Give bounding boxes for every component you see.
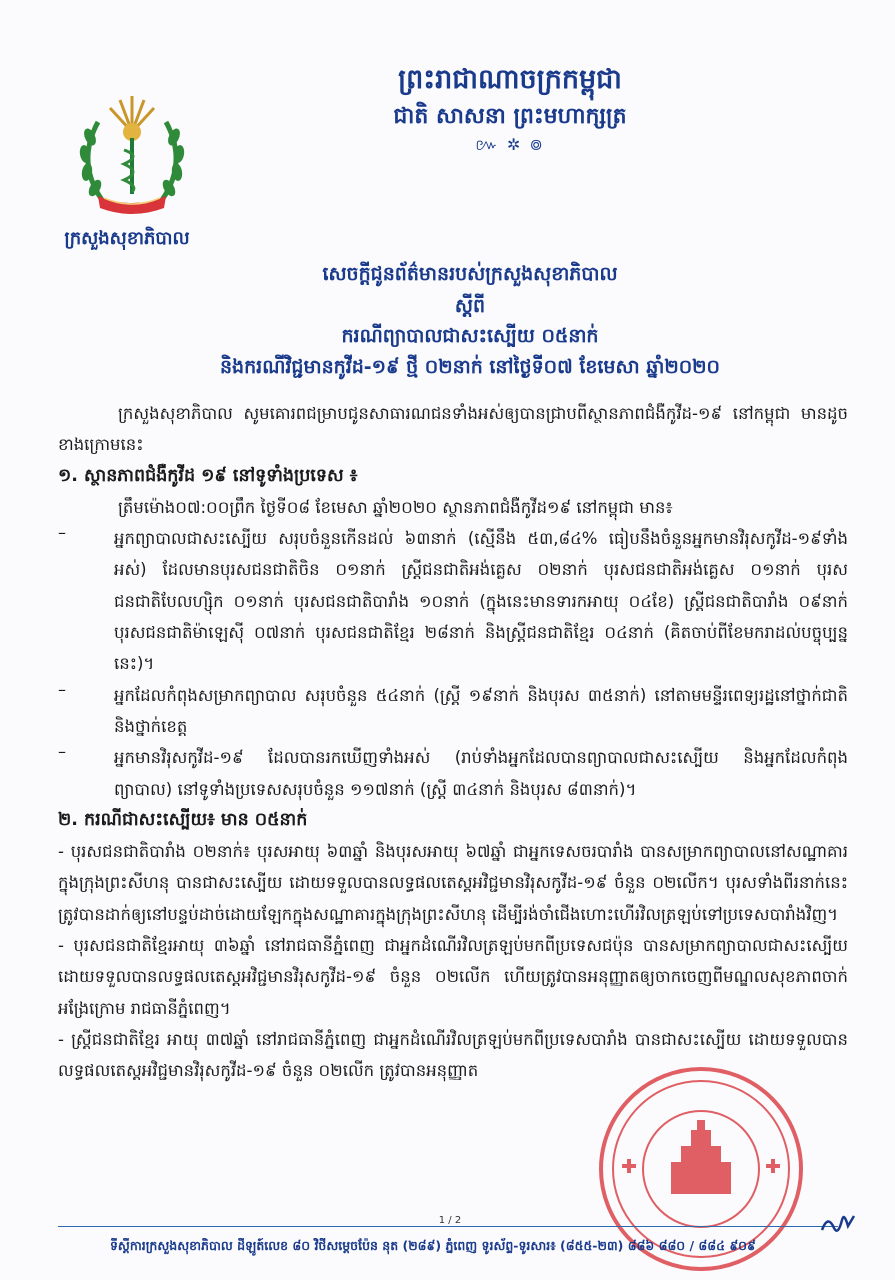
intro-paragraph: ក្រសួងសុខាភិបាល សូមគោរពជម្រាបជូនសាធារណជនទាំងអស់ឲ្យបានជ្រាបពីស្ថានភាពជំងឺកូវីដ-១៩ នៅកម្ពុជា មានដូចខាងក្រោមនេះ [58, 404, 848, 455]
footer-divider [58, 1226, 838, 1227]
title-line-3: ករណីព្យាបាលជាសះស្បើយ ០៥នាក់ [341, 325, 599, 347]
title-line-4: និងករណីវិជ្ជមានកូវីដ-១៩ ថ្មី ០២នាក់ នៅថ្ងៃទី០៧ ខែមេសា ឆ្នាំ២០២០ [219, 356, 720, 378]
section-2-heading: ២. ករណីជាសះស្បើយ៖ មាន ០៥នាក់ [58, 809, 308, 830]
section-1-lead: ត្រឹមម៉ោង០៧:០០ព្រឹក ថ្ងៃទី០៨ ខែមេសា ឆ្នាំ២០២០ ស្ថានភាពជំងឺកូវីដ១៩ នៅកម្ពុជា មាន៖ [118, 497, 673, 517]
signature-icon [818, 1208, 858, 1238]
body-text [58, 398, 848, 1087]
list-item [58, 742, 848, 805]
list-item: - ស្ត្រីជនជាតិខ្មែរ អាយុ ៣៧ឆ្នាំ នៅរាជធានីភ្នំពេញ ជាអ្នកដំណើរវិលត្រឡប់មកពីប្រទេសបារាំង បានជាសះស្បើយ ដោយទទួលបានលទ្ធផលតេស្តអវិជ្ជមានវិរុសកូវីដ-១៩ ចំនួន ០២លើក ត្រូវបានអនុញ្ញាត [58, 1029, 848, 1081]
ministry-emblem-icon [68, 92, 196, 222]
section-1-heading: ១. ស្ថានភាពជំងឺកូវីដ ១៩ នៅទូទាំងប្រទេស ៖ [58, 465, 358, 486]
bullet-dash: – [58, 523, 66, 543]
bullet-dash: – [58, 679, 66, 699]
list-item [58, 680, 848, 743]
bullet-text: អ្នកព្យាបាលជាសះស្បើយ សរុបចំនួនកើនដល់ ៦៣នាក់ (ស្មើនឹង ៥៣,៨៤% ធៀបនឹងចំនួនអ្នកមានវិរុសកូវីដ-១៩ទាំងអស់) ដែលមានបុរសជនជាតិចិន ០១នាក់ ស្ត្រីជនជាតិអង់គ្លេស ០២នាក់ បុរសជនជាតិអង់គ្លេស ០១នាក់ បុរសជនជាតិបែលហ្ស៊ិក ០១នាក់ បុរសជនជាតិបារាំង ១០នាក់ (ក្នុងនេះមានទារកអាយុ ០៤ខែ) ស្ត្រីជនជាតិបារាំង ០៩នាក់ បុរសជនជាតិម៉ាឡេស៊ី ០៧នាក់ បុរសជនជាតិខ្មែរ ២៨នាក់ និងស្ត្រីជនជាតិខ្មែរ ០៤នាក់ (គិតចាប់ពីខែមករាដល់បច្ចុប្បន្ននេះ)។ [114, 529, 848, 674]
footer-address: ទីស្តីការក្រសួងសុខាភិបាល ដីឡូត៍លេខ ៨០ វិថីសម្តេចប៉ែន នុត (២៨៩) ភ្នំពេញ ទូរស័ព្ទ-ទូរសារ៖ (៨៥៥-២៣) ៨៨៦ ៨៨០ / ៨៨៤ ៩០៩ [110, 1238, 756, 1253]
ministry-name: ក្រសួងសុខាភិបាល [64, 228, 190, 249]
page-number: 1 / 2 [420, 1215, 480, 1226]
title-line-1: សេចក្តីជូនព័ត៌មានរបស់ក្រសួងសុខាភិបាល [322, 263, 618, 285]
list-item: - បុរសជនជាតិបារាំង ០២នាក់៖ បុរសអាយុ ៦៣ឆ្នាំ និងបុរសអាយុ ៦៧ឆ្នាំ ជាអ្នកទេសចរបារាំង បានសម្រាកព្យាបាលនៅសណ្ឋាគារក្នុងក្រុងព្រះសីហនុ បានជាសះស្បើយ ដោយទទួលបានលទ្ធផលតេស្តអវិជ្ជមានវិរុសកូវីដ-១៩ ចំនួន ០២លើក។ បុរសទាំងពីរនាក់នេះ ត្រូវបានដាក់ឲ្យនៅបន្ទប់ដាច់ដោយឡែកក្នុងសណ្ឋាគារក្នុងក្រុងព្រះសីហនុ ដើម្បីរង់ចាំជើងហោះហើរវិលត្រឡប់ទៅប្រទេសបារាំងវិញ។ [58, 842, 848, 924]
bullet-text: អ្នកដែលកំពុងសម្រាកព្យាបាល សរុបចំនួន ៥៤នាក់ (ស្ត្រី ១៩នាក់ និងបុរស ៣៥នាក់) នៅតាមមន្ទីរពេទ្យរដ្ឋនៅថ្នាក់ជាតិ និងថ្នាក់ខេត្ត [114, 685, 848, 736]
national-motto: ជាតិ សាសនា ព្រះមហាក្សត្រ [393, 104, 627, 129]
bullet-dash: – [58, 742, 66, 762]
ornament-divider: ៚ ✲ ៙ [475, 135, 545, 154]
list-item: - បុរសជនជាតិខ្មែរអាយុ ៣៦ឆ្នាំ នៅរាជធានីភ្នំពេញ ជាអ្នកដំណើរវិលត្រឡប់មកពីប្រទេសជប៉ុន បានសម្រាកព្យាបាលជាសះស្បើយ ដោយទទួលបានលទ្ធផលតេស្តអវិជ្ជមានវិរុសកូវីដ-១៩ ចំនួន ០២លើក ហើយត្រូវបានអនុញ្ញាតឲ្យចាកចេញពីមណ្ឌលសុខភាពចាក់អង្រែក្រោម រាជធានីភ្នំពេញ។ [58, 936, 848, 1018]
kingdom-title: ព្រះរាជាណាចក្រកម្ពុជា [398, 64, 622, 95]
bullet-text: អ្នកមានវិរុសកូវីដ-១៩ ដែលបានរកឃើញទាំងអស់ (រាប់ទាំងអ្នកដែលបានព្យាបាលជាសះស្បើយ និងអ្នកដែលកំពុងព្យាបាល) នៅទូទាំងប្រទេសសរុបចំនួន ១១៧នាក់ (ស្ត្រី ៣៤នាក់ និងបុរស ៨៣នាក់)។ [114, 748, 848, 799]
title-line-2: ស្តីពី [454, 295, 486, 317]
list-item [58, 523, 848, 679]
